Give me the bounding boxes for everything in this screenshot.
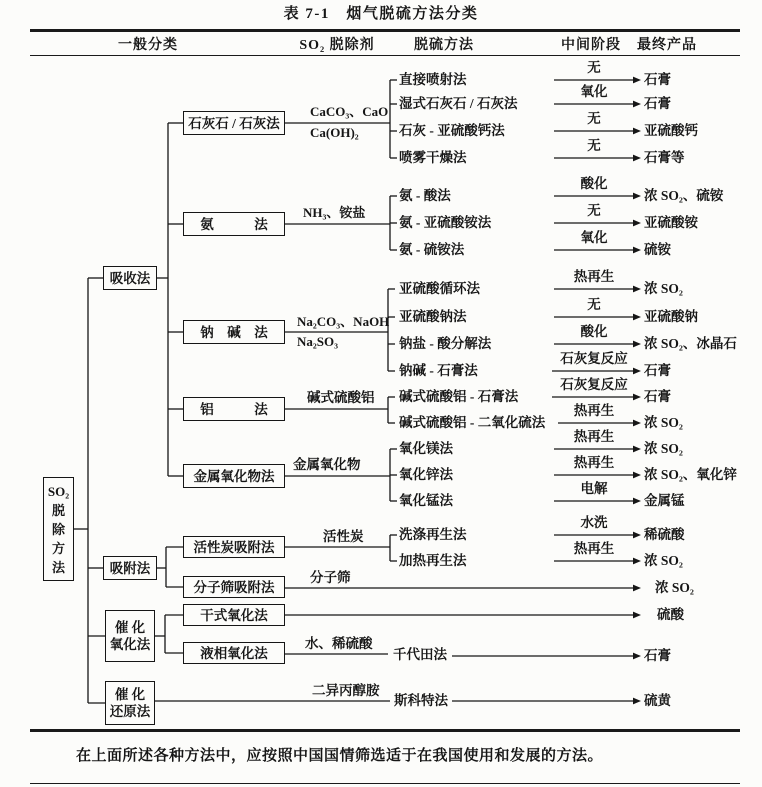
method-label: 氧化锰法 (399, 493, 453, 508)
method-label: 氨 - 酸法 (399, 188, 451, 203)
method-label: 氨 - 亚硫酸铵法 (399, 215, 492, 230)
agent-aluminum: 碱式硫酸铝 (307, 390, 375, 405)
stage-label: 石灰复反应 (560, 377, 628, 392)
node-molecular-sieve-adsorption: 分子筛吸附法 (183, 576, 285, 598)
stage-label: 热再生 (573, 269, 615, 284)
column-header-product: 最终产品 (637, 38, 697, 53)
agent-limestone-line1: CaCO₃、CaO (310, 104, 389, 119)
node-catalytic-oxidation (105, 610, 155, 662)
footer-note: 在上面所述各种方法中，应按照中国国情筛选适于在我国使用和发展的方法。 (76, 748, 604, 764)
column-header-method: 脱硫方法 (414, 38, 474, 53)
method-label: 氧化镁法 (399, 441, 453, 456)
method-label: 喷雾干燥法 (399, 150, 467, 165)
node-activated-carbon-adsorption: 活性炭吸附法 (183, 536, 285, 558)
product-label: 浓 SO₂ (644, 441, 683, 456)
node-absorption: 吸收法 (103, 266, 157, 290)
method-label: 石灰 - 亚硫酸钙法 (399, 123, 505, 138)
catalytic-oxidation-line2: 氧化法 (109, 637, 151, 652)
stage-label: 无 (587, 203, 601, 218)
method-label: 亚硫酸循环法 (399, 281, 480, 296)
adsorption-bracket (157, 547, 183, 587)
product-label: 硫铵 (644, 242, 671, 257)
column-header-agent: SO₂ 脱除剂 (299, 38, 375, 53)
agent-soda-line1: Na₂CO₃、NaOH (297, 314, 390, 329)
product-label-scot: 硫黄 (644, 693, 671, 708)
trunk-lines (74, 278, 105, 703)
method-label: 氨 - 硫铵法 (399, 242, 465, 257)
product-label: 亚硫酸钠 (644, 309, 698, 324)
column-header-general: 一般分类 (118, 38, 178, 53)
method-label: 钠盐 - 酸分解法 (399, 336, 492, 351)
method-label: 加热再生法 (399, 553, 467, 568)
stage-label: 热再生 (573, 455, 615, 470)
agent-water-dilute-acid: 水、稀硫酸 (305, 636, 373, 651)
stage-label: 热再生 (573, 541, 615, 556)
root-line-5: 法 (51, 559, 65, 575)
product-label: 亚硫酸钙 (644, 123, 698, 138)
product-label-chiyoda: 石膏 (644, 648, 671, 663)
method-label: 氧化锌法 (399, 467, 453, 482)
method-label: 湿式石灰石 / 石灰法 (399, 96, 518, 111)
product-label: 金属锰 (644, 493, 685, 508)
stage-label: 氧化 (580, 84, 608, 99)
product-label: 稀硫酸 (644, 527, 685, 542)
product-label-dryox: 硫酸 (657, 607, 684, 622)
method-label: 直接喷射法 (399, 72, 467, 87)
product-label: 浓 SO₂、冰晶石 (644, 336, 737, 351)
stage-label: 氧化 (580, 230, 608, 245)
product-label: 浓 SO₂、硫铵 (644, 188, 724, 203)
method-label-scot: 斯科特法 (394, 693, 448, 708)
stage-label: 酸化 (580, 176, 608, 191)
node-soda-alkali: 钠 碱 法 (183, 320, 285, 344)
node-aluminum: 铝 法 (183, 397, 285, 421)
stage-label: 无 (587, 138, 601, 153)
stage-label: 电解 (580, 481, 608, 496)
product-label: 石膏 (644, 96, 671, 111)
product-label: 亚硫酸铵 (644, 215, 698, 230)
column-header-stage: 中间阶段 (561, 38, 621, 53)
catalytic-reduction-line2: 还原法 (109, 704, 151, 719)
product-label: 浓 SO₂ (644, 553, 683, 568)
catalytic-oxidation-bracket (155, 615, 183, 653)
arrowheads (633, 77, 641, 705)
product-label: 石膏 (644, 363, 671, 378)
node-ammonia: 氨 法 (183, 212, 285, 236)
product-label: 浓 SO₂ (644, 281, 683, 296)
root-line-3: 除 (51, 521, 65, 537)
stage-label: 水洗 (580, 515, 608, 530)
product-label: 浓 SO₂、氧化锌 (644, 467, 737, 482)
node-limestone-lime: 石灰石 / 石灰法 (183, 111, 285, 135)
method-label: 亚硫酸钠法 (399, 309, 467, 324)
node-dry-oxidation: 干式氧化法 (183, 604, 285, 626)
stage-label: 无 (587, 297, 601, 312)
product-label: 石膏 (644, 72, 671, 87)
product-label: 石膏 (644, 389, 671, 404)
agent-metal-oxide: 金属氧化物 (293, 457, 361, 472)
node-catalytic-reduction (105, 681, 155, 725)
stage-label: 酸化 (580, 324, 608, 339)
stage-label: 无 (587, 60, 601, 75)
stage-label: 石灰复反应 (560, 351, 628, 366)
method-label: 碱式硫酸铝 - 石膏法 (399, 389, 519, 404)
method-label: 碱式硫酸铝 - 二氧化硫法 (399, 415, 546, 430)
node-adsorption: 吸附法 (103, 556, 157, 580)
agent-ammonia: NH₃、铵盐 (303, 205, 366, 220)
stage-label: 热再生 (573, 429, 615, 444)
method-label: 洗涤再生法 (399, 527, 467, 542)
node-metal-oxide: 金属氧化物法 (183, 464, 285, 488)
page-title: 表 7-1 烟气脱硫方法分类 (283, 6, 479, 22)
root-line-2: 脱 (51, 502, 65, 518)
agent-diisopropanolamine: 二异丙醇胺 (312, 683, 380, 698)
stage-label: 热再生 (573, 403, 615, 418)
catalytic-oxidation-line1: 催 化 (114, 620, 146, 635)
stage-label: 无 (587, 111, 601, 126)
node-so2-removal-root (43, 477, 74, 581)
root-line-so2: SO₂ (47, 483, 70, 499)
product-label-sieve: 浓 SO₂ (655, 580, 694, 595)
agent-soda-line2: Na₂SO₃ (297, 334, 339, 349)
root-line-4: 方 (51, 540, 65, 556)
agent-limestone-line2: Ca(OH)₂ (310, 125, 359, 140)
agent-molecular-sieve: 分子筛 (310, 570, 351, 585)
product-label: 浓 SO₂ (644, 415, 683, 430)
absorption-bracket (157, 123, 183, 476)
agent-activated-carbon: 活性炭 (323, 529, 364, 544)
method-label-chiyoda: 千代田法 (393, 647, 447, 662)
catalytic-reduction-line1: 催 化 (114, 687, 146, 702)
node-liquid-phase-oxidation: 液相氧化法 (183, 642, 285, 664)
method-label: 钠碱 - 石膏法 (399, 363, 478, 378)
product-label: 石膏等 (644, 150, 685, 165)
